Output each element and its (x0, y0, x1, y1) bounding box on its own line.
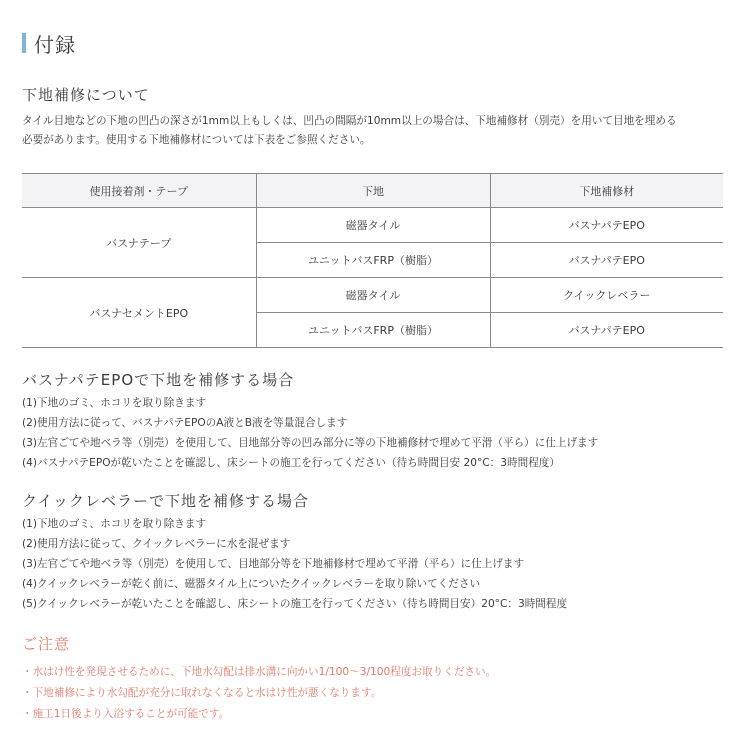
table-header-row (22, 174, 723, 208)
material-cell: バスナパテEPO (490, 208, 723, 243)
intro-line: タイル目地などの下地の凹凸の深さが1mm以上もしくは、凹凸の間隔が10mm以上の場合は、下地補修材（別売）を用いて目地を埋める (22, 115, 677, 127)
header-base: 下地 (256, 174, 490, 208)
page-title: 付録 (34, 32, 76, 57)
list-item: (1)下地のゴミ、ホコリを取り除きます (22, 397, 207, 409)
base-cell: 磁器タイル (256, 278, 490, 313)
section-intro-text (22, 112, 722, 150)
leveler-steps-list (22, 514, 567, 614)
section-heading-putty: バスナパテEPOで下地を補修する場合 (22, 371, 295, 389)
list-item: (1)下地のゴミ、ホコリを取り除きます (22, 518, 207, 530)
caution-item: ・水はけ性を発現させるために、下地水勾配は排水溝に向かい1/100〜3/100程度お取りください。 (22, 666, 497, 678)
intro-line: 必要があります。使用する下地補修材については下表をご参照ください。 (22, 134, 371, 146)
putty-steps-list (22, 393, 598, 473)
list-item: (4)クイックレベラーが乾く前に、磁器タイル上についたクイックレベラーを取り除いてください (22, 578, 481, 590)
material-cell: バスナパテEPO (490, 243, 723, 278)
header-adhesive: 使用接着剤・テープ (22, 174, 256, 208)
list-item: (2)使用方法に従って、クイックレベラーに水を混ぜます (22, 538, 291, 550)
list-item: (2)使用方法に従って、バスナパテEPOのA液とB液を等量混合します (22, 417, 348, 429)
header-material: 下地補修材 (490, 174, 723, 208)
table-row (22, 208, 723, 243)
title-accent-bar (22, 33, 26, 53)
caution-item: ・施工1日後より入浴することが可能です。 (22, 708, 230, 720)
material-cell: クイックレベラー (490, 278, 723, 313)
caution-heading: ご注意 (22, 635, 71, 653)
base-cell: ユニットバスFRP（樹脂） (256, 243, 490, 278)
material-cell: バスナパテEPO (490, 313, 723, 348)
section-heading-repair: 下地補修について (22, 86, 150, 104)
caution-item: ・下地補修により水勾配が充分に取れなくなると水はけ性が悪くなります。 (22, 687, 382, 699)
base-cell: ユニットバスFRP（樹脂） (256, 313, 490, 348)
page-title-row (22, 29, 76, 57)
adhesive-cell: バスナセメントEPO (22, 278, 256, 348)
base-cell: 磁器タイル (256, 208, 490, 243)
repair-material-table (22, 173, 723, 348)
section-heading-leveler: クイックレベラーで下地を補修する場合 (22, 492, 309, 510)
list-item: (4)バスナパテEPOが乾いたことを確認し、床シートの施工を行ってください（待ち時間目安 20°C：3時間程度） (22, 457, 560, 469)
list-item: (3)左官ごてや地ベラ等（別売）を使用して、目地部分等の凹み部分に等の下地補修材で埋めて平滑（平ら）に仕上げます (22, 437, 599, 449)
list-item: (5)クイックレベラーが乾いたことを確認し、床シートの施工を行ってください（待ち時間目安）20°C：3時間程度 (22, 598, 568, 610)
adhesive-cell: バスナテープ (22, 208, 256, 278)
list-item: (3)左官ごてや地ベラ等（別売）を使用して、目地部分等を下地補修材で埋めて平滑（平ら）に仕上げます (22, 558, 525, 570)
table-row (22, 278, 723, 313)
caution-list (22, 662, 496, 725)
